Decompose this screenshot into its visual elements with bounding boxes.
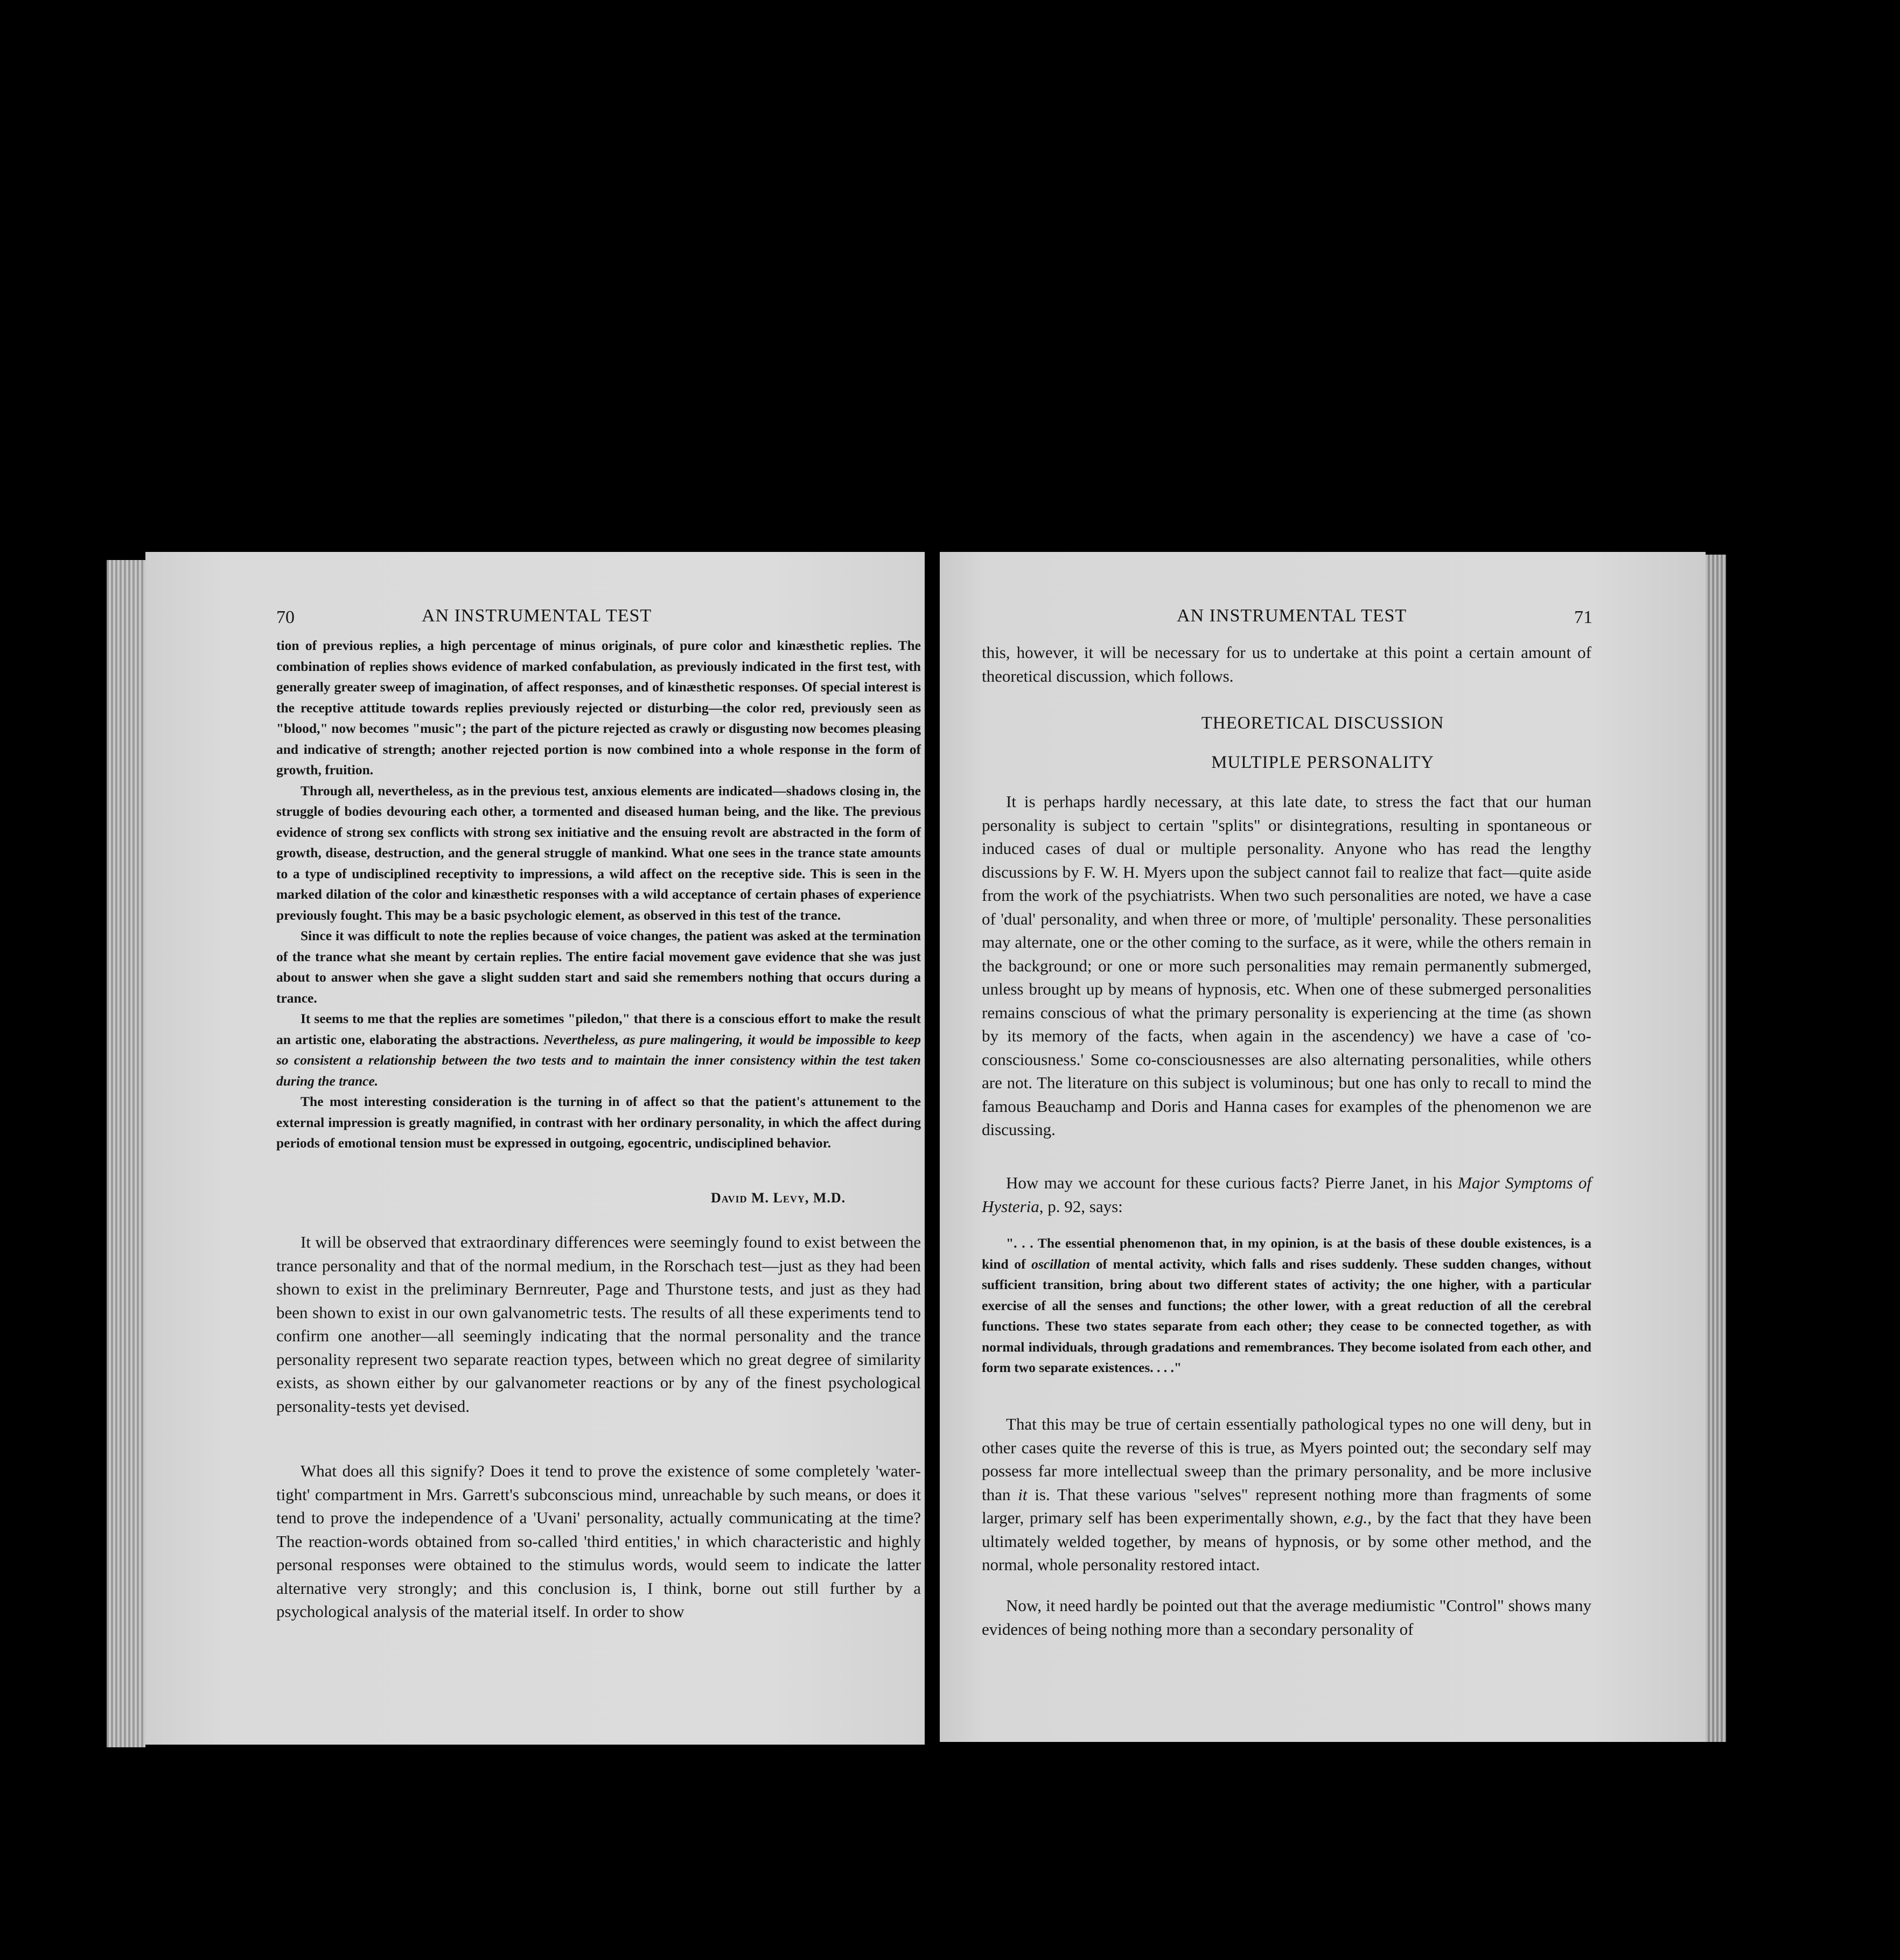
quote-text: ". . . The essential phenomenon that, in my opinion, is at the basis of these double existences, is a kind of	[982, 1235, 1591, 1272]
book-title: Major Symptoms of Hysteria	[982, 1173, 1591, 1216]
page-number: 71	[1574, 607, 1592, 627]
running-head: AN INSTRUMENTAL TEST	[1177, 606, 1407, 626]
block-quote	[982, 1233, 1591, 1378]
paragraph: Through all, nevertheless, as in the previous test, anxious elements are indicated—shadows closing in, the struggle of bodies devouring each other, a tormented and diseased human being, and the like. The previous evidence of strong sex conflicts with strong sex initiative and the ensuing revolt are abstracted in the form of growth, disease, destruction, and the general struggle of mankind. What one sees in the trance state amounts to a type of undisciplined receptivity to impressions, a wild affect on the receptive side. This is seen in the marked dilation of the color and kinæsthetic responses with a wild acceptance of certain phases of experience previously fought. This may be a basic psychologic element, as observed in this test of the trance.	[276, 782, 921, 923]
left-text-block	[276, 635, 921, 1154]
paragraph	[982, 1171, 1591, 1218]
paragraph-text: How may we account for these curious facts? Pierre Janet, in his	[1006, 1173, 1458, 1192]
paragraph	[982, 1412, 1591, 1577]
paragraph: The most interesting consideration is the turning in of affect so that the patient's attunement to the external impression is greatly magnified, in contrast with her ordinary personality, in which the affect during periods of emotional tension must be expressed in outgoing, egocentric, undisciplined behavior.	[276, 1094, 921, 1151]
paragraph: It is perhaps hardly necessary, at this late date, to stress the fact that our human personality is subject to certain "splits" or disintegrations, resulting in spontaneous or induced cases of dual or multiple personality. Anyone who has read the lengthy discussions by F. W. H. Myers upon the subject cannot fail to realize that fact—quite aside from the work of the psychiatrists. When two such personalities are noted, we have a case of 'dual' personality, and when three or more, of 'multiple' personality. These personalities may alternate, one or the other coming to the surface, as it were, while the others remain in the background; or one or more such personalities may remain permanently submerged, unless brought up by means of hypnosis, etc. When one of these submerged personalities remains conscious of what the primary personality is experiencing at the time (as shown by its memory of the facts, when again in the ascendency) we have a case of 'co-consciousness.' Some co-consciousnesses are also alternating personalities, while others are not. The literature on this subject is voluminous; but one has only to recall to mind the famous Beauchamp and Doris and Hanna cases for examples of the phenomenon we are discussing.	[982, 792, 1591, 1139]
paragraph: What does all this signify? Does it tend to prove the existence of some completely 'water-tight' compartment in Mrs. Garrett's subconscious mind, unreachable by such means, or does it tend to prove the independence of a 'Uvani' personality, actually communicating at the time? The reaction-words obtained from so-called 'third entities,' in which characteristic and highly personal responses were obtained to the stimulus words, would seem to indicate the latter alternative very strongly; and this conclusion is, I think, borne out still further by a psychological analysis of the material itself. In order to show	[276, 1461, 921, 1621]
paragraph-italic-text: Nevertheless, as pure malingering, it would be impossible to keep so consistent a relationship between the two tests and to maintain the inner consistency within the test taken during the trance.	[276, 1031, 921, 1089]
subsection-heading: MULTIPLE PERSONALITY	[1211, 753, 1434, 772]
paragraph-text: is. That these various "selves" represent nothing more than fragments of some larger, primary self has been experimentally shown,	[982, 1485, 1591, 1527]
right-page-edge-stack	[1706, 555, 1726, 1742]
right-page	[940, 552, 1706, 1742]
quote-italic-text: oscillation	[1031, 1256, 1091, 1272]
running-head: AN INSTRUMENTAL TEST	[422, 606, 652, 626]
paragraph-italic-text: e.g.,	[1343, 1508, 1372, 1527]
paragraph: It will be observed that extraordinary differences were seemingly found to exist between the trance personality and that of the normal medium, in the Rorschach test—just as they had been shown to exist in the preliminary Bernreuter, Page and Thurstone tests, and just as they had been shown to exist in our own galvanometric tests. The results of all these experiments tend to confirm one another—all seemingly indicating that the normal personality and the trance personality represent two separate reaction types, between which no great degree of similarity exists, as shown either by our galvanometer reactions or by any of the finest psychological personality-tests yet devised.	[276, 1233, 921, 1416]
author-signature: David M. Levy, M.D.	[711, 1190, 846, 1206]
paragraph	[276, 1009, 921, 1091]
paragraph-italic-text: it	[1018, 1485, 1028, 1504]
page-number: 70	[276, 607, 295, 627]
quote-text: of mental activity, which falls and rises suddenly. These sudden changes, without sufficient transition, bring about two different states of activity; the one higher, with a particular exercise of all the senses and functions; the other lower, with a great reduction of all the cerebral functions. These two states separate from each other; they cease to be connected together, as with normal individuals, through gradations and remembrances. They become isolated from each other, and form two separate existences. . . ."	[982, 1256, 1592, 1375]
left-page	[145, 552, 925, 1745]
left-page-edge-stack	[107, 560, 145, 1747]
paragraph-text: That this may be true of certain essentially pathological types no one will deny, but in other cases quite the reverse of this is true, as Myers pointed out; the secondary self may possess far more intellectual sweep than the primary personality, and be more inclusive than	[982, 1415, 1591, 1504]
paragraph: this, however, it will be necessary for us to undertake at this point a certain amount of theoretical discussion, which follows.	[982, 643, 1591, 685]
paragraph-text: , p. 92, says:	[1039, 1196, 1123, 1216]
paragraph: tion of previous replies, a high percentage of minus originals, of pure color and kinæsthetic replies. The combination of replies shows evidence of marked confabulation, as previously indicated in the first test, with generally greater sweep of imagination, of affect responses, and of kinæsthetic responses. Of special interest is the receptive attitude towards replies previously rejected or disturbing—the color red, previously seen as "blood," now becomes "music"; the part of the picture rejected as crawly or disgusting now becomes pleasing and indicative of strength; another rejected portion is now combined into a whole response in the form of growth, fruition.	[276, 638, 921, 778]
section-heading: THEORETICAL DISCUSSION	[1201, 713, 1444, 733]
paragraph-roman-text: It seems to me that the replies are sometimes "piledon," that there is a conscious effort to make the result an artistic one, elaborating the abstractions.	[276, 1011, 921, 1047]
paragraph: Since it was difficult to note the replies because of voice changes, the patient was asked at the termination of the trance what she meant by certain replies. The entire facial movement gave evidence that she was just about to answer when she gave a slight sudden start and said she remembers nothing that occurs during a trance.	[276, 928, 921, 1006]
paragraph: Now, it need hardly be pointed out that the average mediumistic "Control" shows many evidences of being nothing more than a secondary personality of	[982, 1596, 1591, 1639]
paragraph-text: by the fact that they have been ultimately welded together, by means of hypnosis, or by some other method, and the normal, whole personality restored intact.	[982, 1508, 1591, 1574]
book-gutter	[925, 544, 940, 1750]
